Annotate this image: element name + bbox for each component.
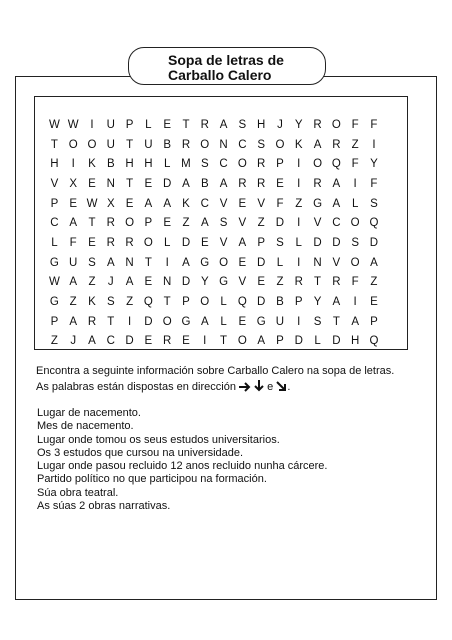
grid-cell: I bbox=[127, 315, 132, 328]
grid-cell: A bbox=[69, 315, 78, 328]
grid-cell: I bbox=[353, 177, 357, 190]
clue-list bbox=[37, 407, 327, 513]
grid-cell: Z bbox=[276, 276, 284, 289]
grid-cell: R bbox=[257, 177, 266, 190]
grid-cell: A bbox=[144, 197, 153, 210]
grid-cell: D bbox=[313, 236, 322, 249]
grid-cell: P bbox=[370, 315, 378, 328]
grid-cell: Q bbox=[143, 295, 153, 308]
grid-cell: E bbox=[238, 315, 247, 328]
grid-cell: E bbox=[182, 335, 190, 348]
grid-cell: L bbox=[163, 236, 171, 249]
grid-cell: Z bbox=[351, 138, 359, 151]
grid-cell: E bbox=[276, 177, 284, 190]
grid-cell: D bbox=[294, 335, 303, 348]
grid-cell: S bbox=[257, 138, 265, 151]
grid-cell: A bbox=[200, 315, 209, 328]
grid-cell: T bbox=[182, 119, 190, 131]
grid-cell: A bbox=[257, 335, 265, 348]
grid-cell: S bbox=[106, 295, 115, 308]
clue-item: Partido político no que participou na formación. bbox=[37, 473, 267, 486]
grid-cell: Z bbox=[370, 276, 378, 289]
clue-item: Lugar onde tomou os seus estudos universitarios. bbox=[37, 433, 280, 446]
grid-cell: D bbox=[275, 217, 285, 230]
instructions-prefix: As palabras están dispostas en dirección bbox=[36, 381, 236, 393]
grid-cell: Q bbox=[331, 158, 341, 171]
grid-cell: O bbox=[200, 295, 210, 308]
grid-cell: E bbox=[144, 335, 153, 348]
grid-cell: O bbox=[219, 256, 229, 269]
grid-cell: G bbox=[313, 197, 323, 210]
grid-cell: Y bbox=[313, 295, 322, 308]
grid-cell: Z bbox=[182, 217, 190, 230]
grid-cell: H bbox=[257, 119, 266, 131]
grid-cell: E bbox=[238, 197, 247, 210]
grid-cell: T bbox=[107, 315, 115, 328]
instructions-and: e bbox=[267, 381, 274, 393]
grid-cell: S bbox=[313, 315, 322, 328]
grid-cell: H bbox=[350, 335, 360, 348]
grid-cell: T bbox=[314, 276, 322, 289]
grid-cell: R bbox=[294, 276, 303, 289]
grid-cell: Q bbox=[369, 217, 379, 230]
clue-item: Lugar onde pasou recluido 12 anos recluido nunha cárcere. bbox=[37, 460, 328, 473]
grid-cell: F bbox=[69, 236, 77, 249]
title-line-1: Sopa de letras de bbox=[168, 52, 284, 68]
grid-cell: E bbox=[88, 236, 96, 249]
grid-cell: D bbox=[369, 236, 379, 249]
grid-cell: D bbox=[163, 177, 172, 190]
grid-cell: A bbox=[163, 197, 172, 210]
instructions-line-1: Encontra a seguinte información sobre Carballo Calero na sopa de letras. bbox=[36, 365, 395, 377]
grid-cell: U bbox=[69, 256, 78, 269]
grid-cell: L bbox=[220, 295, 227, 308]
grid-cell: E bbox=[257, 276, 265, 289]
grid-cell: A bbox=[69, 217, 78, 230]
grid-cell: C bbox=[200, 197, 209, 210]
grid-cell: Z bbox=[257, 217, 265, 230]
grid-cell: T bbox=[163, 295, 171, 308]
grid-cell: T bbox=[332, 315, 340, 328]
grid-cell: U bbox=[106, 138, 115, 151]
grid-cell: A bbox=[370, 256, 378, 269]
grid-cell: P bbox=[125, 119, 134, 131]
grid-cell: L bbox=[145, 119, 152, 131]
grid-cell: K bbox=[88, 158, 96, 171]
grid-cell: N bbox=[313, 256, 322, 269]
grid-cell: G bbox=[49, 295, 59, 308]
grid-cell: F bbox=[370, 177, 378, 190]
grid-cell: O bbox=[350, 217, 360, 230]
grid-cell: V bbox=[238, 217, 247, 230]
clue-item: Lugar de nacemento. bbox=[37, 407, 141, 419]
grid-cell: Z bbox=[295, 197, 303, 210]
clue-item: Súa obra teatral. bbox=[37, 486, 119, 499]
grid-cell: O bbox=[237, 158, 247, 171]
grid-cell: O bbox=[313, 158, 323, 171]
grid-cell: A bbox=[313, 138, 322, 151]
grid-cell: A bbox=[351, 315, 359, 328]
grid-cell: E bbox=[370, 295, 378, 308]
grid-cell: W bbox=[86, 197, 98, 210]
grid-cell: W bbox=[48, 119, 60, 131]
grid-cell: A bbox=[106, 256, 115, 269]
grid-cell: A bbox=[182, 177, 190, 190]
grid-cell: A bbox=[69, 276, 78, 289]
grid-cell: G bbox=[49, 256, 59, 269]
grid-cell: Q bbox=[237, 295, 247, 308]
grid-cell: J bbox=[107, 276, 114, 289]
grid-cell: R bbox=[200, 119, 209, 131]
grid-cell: B bbox=[200, 177, 209, 190]
grid-cell: I bbox=[353, 295, 357, 308]
grid-cell: A bbox=[332, 177, 341, 190]
grid-cell: D bbox=[332, 335, 341, 348]
grid-cell: R bbox=[106, 236, 115, 249]
grid-cell: T bbox=[50, 138, 58, 151]
grid-cell: V bbox=[238, 276, 247, 289]
grid-cell: R bbox=[332, 276, 341, 289]
grid-cell: V bbox=[219, 236, 228, 249]
grid-cell: I bbox=[297, 158, 301, 171]
grid-cell: J bbox=[277, 119, 283, 131]
grid-cell: A bbox=[332, 295, 341, 308]
grid-cell: R bbox=[125, 236, 134, 249]
clue-item: Os 3 estudos que cursou na universidade. bbox=[37, 446, 244, 459]
grid-cell: I bbox=[297, 315, 301, 328]
grid-cell: K bbox=[182, 197, 190, 210]
grid-cell: G bbox=[256, 315, 266, 328]
grid-cell: O bbox=[143, 236, 153, 249]
grid-cell: F bbox=[370, 119, 378, 131]
clue-item: Mes de nacemento. bbox=[37, 420, 134, 433]
grid-cell: R bbox=[238, 177, 247, 190]
grid-cell: A bbox=[219, 119, 228, 131]
grid-cell: X bbox=[69, 177, 78, 190]
grid-cell: C bbox=[50, 217, 59, 230]
grid-cell: T bbox=[126, 177, 134, 190]
grid-cell: L bbox=[163, 158, 171, 171]
grid-cell: I bbox=[71, 158, 75, 171]
grid-cell: D bbox=[332, 236, 341, 249]
grid-cell: R bbox=[313, 119, 322, 131]
grid-cell: P bbox=[294, 295, 303, 308]
grid-cell: B bbox=[276, 295, 284, 308]
arrow-diagonal-down-right-icon bbox=[276, 380, 287, 393]
grid-cell: I bbox=[372, 138, 376, 151]
grid-cell: E bbox=[69, 197, 78, 210]
grid-cell: N bbox=[106, 177, 115, 190]
grid-cell: C bbox=[238, 138, 247, 151]
grid-cell: S bbox=[276, 236, 284, 249]
grid-cell: R bbox=[313, 177, 322, 190]
grid-cell: P bbox=[276, 158, 284, 171]
grid-cell: A bbox=[200, 217, 209, 230]
grid-cell: E bbox=[238, 256, 247, 269]
grid-cell: A bbox=[332, 197, 341, 210]
grid-cell: O bbox=[68, 138, 78, 151]
grid-cell: F bbox=[276, 197, 284, 210]
grid-cell: Q bbox=[369, 335, 379, 348]
grid-cell: R bbox=[163, 335, 172, 348]
grid-cell: T bbox=[220, 335, 228, 348]
grid-cell: L bbox=[295, 236, 302, 249]
grid-cell: I bbox=[203, 335, 207, 348]
arrow-down-icon bbox=[254, 380, 264, 393]
grid-cell: D bbox=[181, 276, 191, 289]
grid-cell: O bbox=[200, 138, 210, 151]
grid-cell: O bbox=[87, 138, 97, 151]
grid-cell: K bbox=[294, 138, 303, 151]
grid-cell: M bbox=[181, 158, 191, 171]
grid-cell: G bbox=[181, 315, 191, 328]
grid-cell: D bbox=[257, 256, 266, 269]
grid-cell: L bbox=[276, 256, 284, 269]
grid-cell: G bbox=[200, 256, 210, 269]
grid-cell: D bbox=[125, 335, 134, 348]
grid-cell: Y bbox=[294, 119, 303, 131]
grid-cell: A bbox=[182, 256, 190, 269]
grid-cell: P bbox=[50, 197, 59, 210]
grid-cell: V bbox=[332, 256, 341, 269]
grid-cell: I bbox=[297, 177, 301, 190]
grid-cell: N bbox=[219, 138, 228, 151]
grid-cell: B bbox=[163, 138, 172, 151]
grid-cell: L bbox=[51, 236, 58, 249]
grid-cell: O bbox=[162, 315, 172, 328]
clue-item: As súas 2 obras narrativas. bbox=[37, 500, 171, 513]
grid-cell: O bbox=[237, 335, 247, 348]
grid-cell: H bbox=[125, 158, 134, 171]
grid-cell: E bbox=[144, 177, 153, 190]
grid-cell: O bbox=[125, 217, 135, 230]
instructions-line-2 bbox=[36, 380, 290, 394]
grid-cell: E bbox=[163, 119, 172, 131]
grid-cell: F bbox=[351, 158, 359, 171]
grid-cell: I bbox=[90, 119, 94, 131]
grid-cell: T bbox=[144, 256, 152, 269]
grid-cell: R bbox=[181, 138, 191, 151]
grid-cell: H bbox=[50, 158, 59, 171]
grid-cell: A bbox=[219, 177, 228, 190]
grid-cell: R bbox=[257, 158, 266, 171]
grid-cell: P bbox=[276, 335, 284, 348]
arrow-right-icon bbox=[239, 380, 251, 393]
grid-cell: R bbox=[106, 217, 115, 230]
grid-cell: Z bbox=[126, 295, 134, 308]
grid-cell: U bbox=[106, 119, 115, 131]
grid-cell: D bbox=[144, 315, 153, 328]
grid-cell: S bbox=[200, 158, 209, 171]
grid-cell: U bbox=[275, 315, 285, 328]
grid-cell: N bbox=[125, 256, 134, 269]
grid-cell: K bbox=[88, 295, 96, 308]
grid-cell: V bbox=[313, 217, 322, 230]
grid-cell: E bbox=[163, 217, 172, 230]
grid-cell: U bbox=[144, 138, 153, 151]
grid-cell: Y bbox=[370, 158, 378, 171]
grid-cell: E bbox=[144, 276, 153, 289]
grid-cell: Z bbox=[88, 276, 96, 289]
grid-cell: P bbox=[50, 315, 59, 328]
grid-cell: T bbox=[88, 217, 96, 230]
instructions-end: . bbox=[287, 381, 291, 393]
grid-cell: C bbox=[332, 217, 341, 230]
grid-cell: A bbox=[238, 236, 247, 249]
grid-cell: S bbox=[370, 197, 378, 210]
grid-cell: V bbox=[50, 177, 59, 190]
word-search-grid bbox=[45, 116, 383, 352]
grid-cell: E bbox=[125, 197, 134, 210]
grid-cell: Y bbox=[200, 276, 209, 289]
title-line-2: Carballo Calero bbox=[168, 67, 272, 83]
grid-cell: S bbox=[351, 236, 359, 249]
grid-cell: D bbox=[257, 295, 266, 308]
grid-cell: C bbox=[219, 158, 228, 171]
grid-cell: V bbox=[219, 197, 228, 210]
grid-cell: Z bbox=[50, 335, 58, 348]
grid-cell: I bbox=[297, 217, 301, 230]
grid-cell: A bbox=[88, 335, 96, 348]
grid-cell: H bbox=[144, 158, 153, 171]
grid-cell: F bbox=[351, 119, 359, 131]
grid-cell: D bbox=[181, 236, 191, 249]
grid-cell: R bbox=[332, 138, 341, 151]
grid-cell: S bbox=[88, 256, 96, 269]
grid-cell: L bbox=[220, 315, 227, 328]
grid-cell: T bbox=[126, 138, 134, 151]
grid-cell: J bbox=[70, 335, 77, 348]
grid-cell: V bbox=[257, 197, 265, 210]
grid-cell: P bbox=[182, 295, 190, 308]
grid-cell: B bbox=[106, 158, 115, 171]
grid-cell: E bbox=[200, 236, 209, 249]
grid-cell: L bbox=[314, 335, 321, 348]
grid-cell: S bbox=[238, 119, 247, 131]
grid-cell: E bbox=[88, 177, 96, 190]
grid-cell: L bbox=[351, 197, 359, 210]
grid-cell: R bbox=[87, 315, 97, 328]
grid-cell: W bbox=[67, 119, 79, 131]
grid-cell: S bbox=[219, 217, 228, 230]
grid-cell: X bbox=[106, 197, 115, 210]
grid-cell: W bbox=[48, 276, 60, 289]
grid-cell: O bbox=[350, 256, 360, 269]
grid-cell: I bbox=[165, 256, 169, 269]
grid-cell: P bbox=[257, 236, 265, 249]
grid-cell: P bbox=[144, 217, 153, 230]
grid-cell: Z bbox=[69, 295, 77, 308]
grid-cell: I bbox=[297, 256, 301, 269]
grid-cell: A bbox=[125, 276, 134, 289]
grid-cell: G bbox=[219, 276, 229, 289]
grid-cell: C bbox=[106, 335, 115, 348]
grid-cell: O bbox=[331, 119, 341, 131]
grid-cell: F bbox=[351, 276, 359, 289]
grid-cell: N bbox=[163, 276, 172, 289]
grid-cell: O bbox=[275, 138, 285, 151]
